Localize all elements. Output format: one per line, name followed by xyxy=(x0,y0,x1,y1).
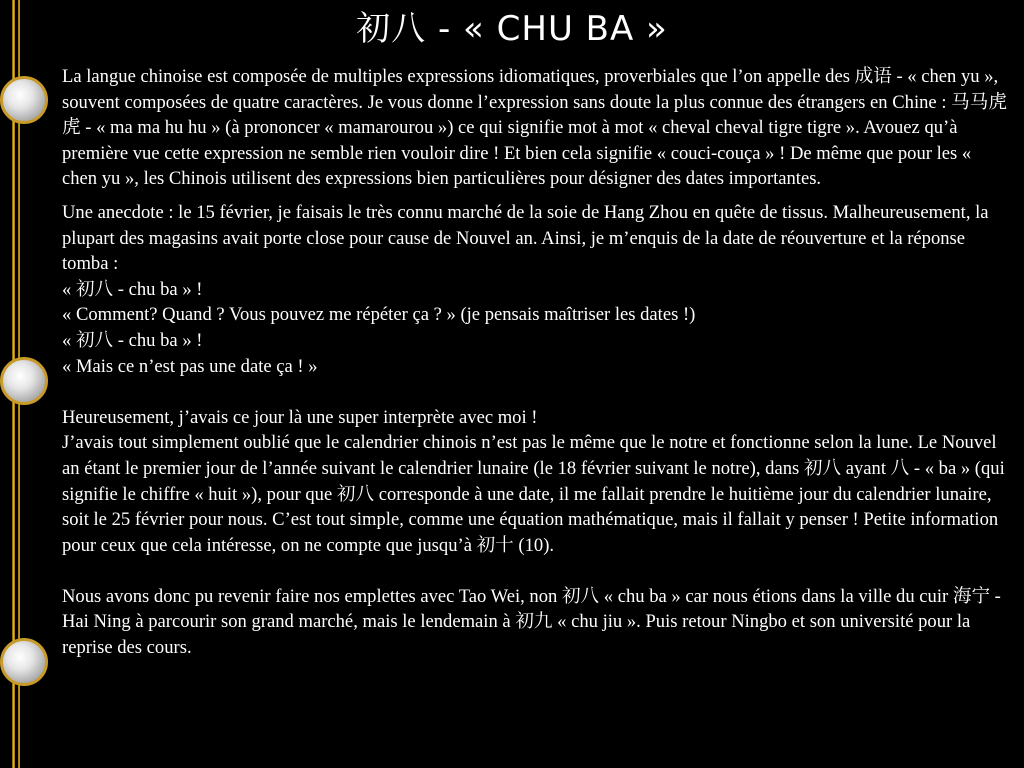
spacer xyxy=(62,558,1010,584)
paragraph-intro: La langue chinoise est composée de multiples expressions idiomatiques, proverbiales que l’on appelle des 成语 - « chen yu », souvent composées de quatre caractères. Je vous donne l’expression sans doute la plus connue des étrangers en Chine : 马马虎虎 - « ma ma hu hu » (à prononcer « mamarourou ») ce qui signifie mot à mot « cheval cheval tigre tigre ». Avouez qu’à première vue cette expression ne semble rien vouloir dire ! Et bien cela signifie « couci-couça » ! De même que pour les « chen yu », les Chinois utilisent des expressions bien particulières pour désigner des dates importantes. xyxy=(62,66,1007,190)
article-body xyxy=(62,64,1010,661)
dialogue-line: « Mais ce n’est pas une date ça ! » xyxy=(62,355,318,377)
paragraph-anecdote: Une anecdote : le 15 février, je faisais le très connu marché de la soie de Hang Zhou en quête de tissus. Malheureusement, la plupart des magasins avait porte close pour cause de Nouvel an. Ainsi, je m’enquis de la date de réouverture et la réponse tomba : xyxy=(62,201,989,275)
binder-ring-middle xyxy=(0,357,48,405)
dialogue-line: « Comment? Quand ? Vous pouvez me répéter ça ? » (je pensais maîtriser les dates !) xyxy=(62,304,696,326)
binder-ring-bottom xyxy=(0,638,48,686)
paragraph-explanation: J’avais tout simplement oublié que le calendrier chinois n’est pas le même que le notre et fonctionne selon la lune. Le Nouvel an étant le premier jour de l’année suivant le calendrier lunaire (le 18 février suivant le notre), dans 初八 ayant 八 - « ba » (qui signifie le chiffre « huit »), pour que 初八 corresponde à une date, il me fallait prendre le huitième jour du calendrier lunaire, soit le 25 février pour nous. C’est tout simple, comme une équation mathématique, mais il fallait y penser ! Petite information pour ceux que cela intéresse, on ne compte que jusqu’à 初十 (10). xyxy=(62,432,1005,556)
dialogue-line: « 初八 - chu ba » ! xyxy=(62,329,203,351)
page-title: 初八 - « CHU BA » xyxy=(356,9,668,49)
spacer xyxy=(62,379,1010,405)
paragraph-interpreter: Heureusement, j’avais ce jour là une super interprète avec moi ! xyxy=(62,406,538,428)
binder-ring-top xyxy=(0,76,48,124)
dialogue-line: « 初八 - chu ba » ! xyxy=(62,278,203,300)
paragraph-conclusion: Nous avons donc pu revenir faire nos emplettes avec Tao Wei, non 初八 « chu ba » car nous étions dans la ville du cuir 海宁 - Hai Ning à parcourir son grand marché, mais le lendemain à 初九 « chu jiu ». Puis retour Ningbo et son université pour la reprise des cours. xyxy=(62,585,1001,659)
spacer xyxy=(62,192,1010,200)
